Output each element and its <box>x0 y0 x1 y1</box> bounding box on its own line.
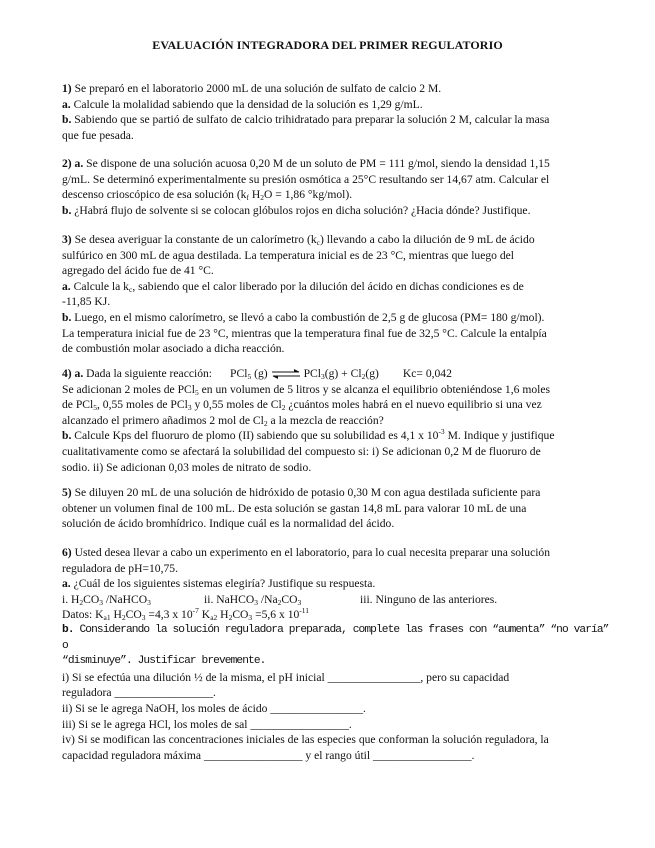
q6-item-ii: ii) Si se le agrega NaOH, los moles de ácido ________________. <box>62 701 366 715</box>
q3-part-a: a. Calcule la $k_c$, sabiendo que el calor liberado por la dilución del ácido en dichas condiciones es de <box>62 279 524 294</box>
q4-part-a-line2: Se adicionan 2 moles de PCl$_5$ en un volumen de 5 litros y se alcanza el equilibrio obteniéndose 1,6 moles <box>62 382 551 397</box>
q2-part-a-line2: g/mL. Se determinó experimentalmente su presión osmótica a 25°C resultando ser 14,67 atm. Calcular el <box>62 172 550 186</box>
q6-part-b-line2: “disminuye”. Justificar brevemente. <box>62 655 266 668</box>
q4-part-a-line4: alcanzado el primero añadimos 2 mol de $Cl_2$ a la mezcla de reacción? <box>62 413 384 428</box>
q1-part-b-cont: que fue pesada. <box>62 128 134 142</box>
reaction-reactant: PCl$_5$ (g) <box>230 367 268 381</box>
question-2 <box>62 156 612 218</box>
q4-part-b-line3: sodio. ii) Se adicionan 0,03 moles de nitrato de sodio. <box>62 460 312 474</box>
q6-item-iii: iii) Si se le agrega HCl, los moles de sal _________________. <box>62 717 352 731</box>
q5-text-line2: obtener un volumen final de 100 mL. De esta solución se gastan 14,8 mL para valorar 10 mL de una <box>62 501 527 515</box>
q1-part-a: a. Calcule la molalidad sabiendo que la densidad de la solución es 1,29 g/mL. <box>62 97 423 111</box>
q6-item-i: i) Si se efectúa una dilución ½ de la misma, el pH inicial ________________, pero su capacidad <box>62 670 510 684</box>
q3-intro-line2: sulfúrico en 300 mL de agua destilada. La temperatura inicial es de 23 °C, mientras que luego del <box>62 248 515 262</box>
q6-part-b: b. Considerando la solución reguladora preparada, complete las frases con “aumenta” “no varía” o <box>62 623 609 652</box>
q2-part-a-line3: descenso crioscópico de esa solución ($k_f$ $H_2O = 1,86$ °kg/mol). <box>62 188 353 203</box>
q6-part-a: a. ¿Cuál de los siguientes sistemas elegiría? Justifique su respuesta. <box>62 577 376 591</box>
q4-part-b-line2: cualitativamente como se afectará la solubilidad del compuesto si: i) Se adicionan 0,2 M de fluoruro de <box>62 444 541 458</box>
q1-intro: 1) Se preparó en el laboratorio 2000 mL de una solución de sulfato de calcio 2 M. <box>62 82 442 95</box>
question-3 <box>62 232 612 357</box>
q6-item-i-line2: reguladora _________________. <box>62 686 216 700</box>
page-title: EVALUACIÓN INTEGRADORA DEL PRIMER REGULATORIO <box>152 38 503 52</box>
question-5 <box>62 485 612 532</box>
q1-part-b: b. Sabiendo que se partió de sulfato de calcio trihidratado para preparar la solución 2 M, calcular la masa <box>62 113 550 127</box>
q6-options <box>62 592 612 608</box>
q3-part-b-line3: de combustión molar asociado a dicha reacción. <box>62 342 285 356</box>
q6-item-iv: iv) Si se modifican las concentraciones iniciales de las especies que conforman la solución reguladora, la <box>62 733 549 747</box>
q6-datos: Datos: $K_{a1}$ $H_2CO_3 =4,3$ x $10^{-7}$ $K_{a2}$ $H_2CO_3 =5,6$ x $10^{-11}$ <box>62 606 310 623</box>
q3-part-b: b. Luego, en el mismo calorímetro, se llevó a cabo la combustión de 2,5 g de glucosa (PM= 180 g/mol). <box>62 310 545 324</box>
reaction-products: $PCl_3(g) + Cl_2(g)$ <box>303 367 379 381</box>
option-i: i. $H_2CO_3$ /NaHCO$_3$ <box>62 592 151 607</box>
q4-part-b: b. Calcule Kps del fluoruro de plomo (II) sabiendo que su solubilidad es 4,1 x $10^{-3}$ M. Indique y justifique <box>62 427 555 443</box>
q4-reaction: 4) a. Dada la siguiente reacción: PCl$_5$ (g) $PCl_3(g) + Cl_2(g)$ Kc= 0,042 <box>62 367 452 381</box>
q4-part-a-line3: de PCl$_5$, 0,55 moles de PCl$_3$ y 0,55 moles de $Cl_2$ ¿cuántos moles habrá en el nuevo equilibrio si una vez <box>62 398 542 413</box>
q3-part-a-line2: -11,85 KJ. <box>62 295 111 309</box>
question-6 <box>62 545 612 763</box>
q3-part-b-line2: La temperatura inicial fue de 23 °C, mientras que la temperatura final fue de 32,5 °C. Calcule la entalpía <box>62 326 547 340</box>
q5-text: 5) Se diluyen 20 mL de una solución de hidróxido de potasio 0,30 M con agua destilada suficiente para <box>62 486 541 499</box>
q6-item-iv-line2: capacidad reguladora máxima _________________ y el rango útil _________________. <box>62 748 475 762</box>
question-1 <box>62 81 612 143</box>
q2-part-a: 2) a. Se dispone de una solución acuosa 0,20 M de un soluto de PM = 111 g/mol, siendo la densidad 1,15 <box>62 157 550 170</box>
q2-part-b: b. ¿Habrá flujo de solvente si se colocan glóbulos rojos en dicha solución? ¿Hacia dónde? Justifique. <box>62 203 531 217</box>
option-iii: iii. Ninguno de las anteriores. <box>360 592 498 606</box>
equilibrium-constant: Kc= 0,042 <box>402 367 452 380</box>
q3-intro: 3) Se desea averiguar la constante de un calorímetro $(k_c)$ llevando a cabo la dilución de 9 mL de ácido <box>62 233 535 247</box>
q5-text-line3: solución de ácido bromhídrico. Indique cuál es la normalidad del ácido. <box>62 517 395 531</box>
option-ii: ii. NaHCO$_3$ $/Na_2CO_3$ <box>204 592 302 607</box>
equilibrium-arrow-icon <box>271 369 301 379</box>
q6-intro-line2: reguladora de pH=10,75. <box>62 561 178 575</box>
q6-intro: 6) Usted desea llevar a cabo un experimento en el laboratorio, para lo cual necesita preparar una solución <box>62 546 551 559</box>
question-4 <box>62 366 612 475</box>
q3-intro-line3: agregado del ácido fue de 41 °C. <box>62 264 214 278</box>
